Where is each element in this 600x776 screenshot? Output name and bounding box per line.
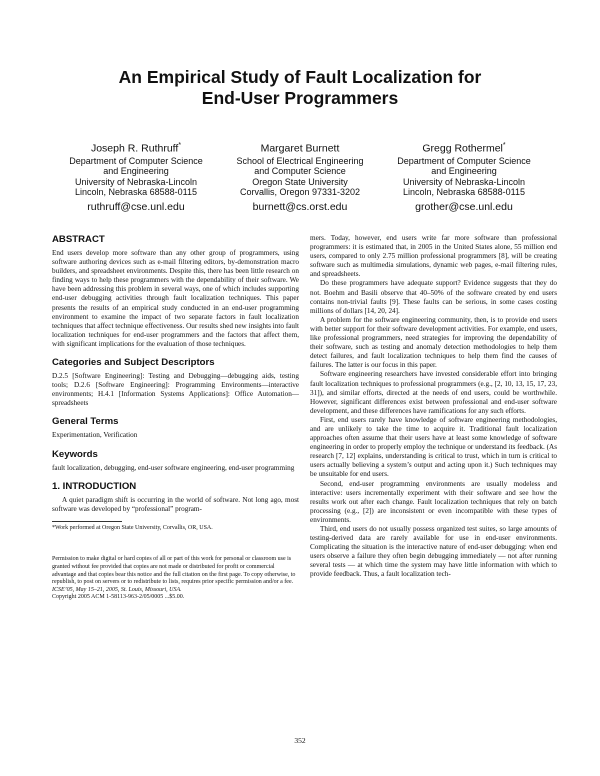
author-block-3 xyxy=(380,139,548,214)
body-paragraph: A problem for the software engineering community, then, is to provide end users with better support for their software development activities. For example, end users, like professional programmers, need strategies for improving the dependability of their software, such as testing and anomaly detection methodologies to help them detect failures, and fault localization techniques to help them find the causes of failures. The latter is our focus in this paper. xyxy=(310,315,557,370)
body-paragraph: First, end users rarely have knowledge of software engineering methodologies, and are unlikely to take the time to acquire it. Traditional fault localization approaches often assume that their users have at least some knowledge of software engineering in order to properly employ the technique or understand its feedback. (As research [7, 12] explains, understanding is critical to trust, which in turn is critical to users actually believing a system’s output and acting upon it.) Such techniques may be unsuitable for end users. xyxy=(310,415,557,479)
author-block-2 xyxy=(216,139,384,214)
author-email: ruthruff@cse.unl.edu xyxy=(87,200,185,213)
abstract-text: End users develop more software than any other group of programmers, using software authoring devices such as e-mail filtering editors, by-demonstration macro builders, and spreadsheet environments. Despite this, there has been little research on finding ways to help these programmers with the dependability of their software. We have been addressing this problem in several ways, one of which includes supporting end-user debugging activities through fault localization techniques. This paper presents the results of an empirical study conducted in an end-user programming environment to examine the impact of two separate factors in fault localization techniques that affect technique effectiveness. Our results shed new insights into fault localization techniques for end-user programmers and the factors that affect them, with significant implications for the evaluation of those techniques. xyxy=(52,249,299,348)
abstract-heading: ABSTRACT xyxy=(52,234,105,245)
conference-line: ICSE’05, May 15–21, 2005, St. Louis, Missouri, USA. xyxy=(52,586,182,593)
general-terms-text: Experimentation, Verification xyxy=(52,431,138,440)
author-affiliation-line: Department of Computer Science xyxy=(69,155,203,166)
author-affiliation-line: and Computer Science xyxy=(254,166,346,176)
author-affiliation-line: and Engineering xyxy=(431,166,497,176)
author-affiliation-line: and Engineering xyxy=(103,166,169,176)
author-email: burnett@cs.orst.edu xyxy=(252,200,348,213)
categories-heading: Categories and Subject Descriptors xyxy=(52,357,215,369)
body-paragraph: Do these programmers have adequate support? Evidence suggests that they do not. Boehm and Basili observe that 40–50% of the software created by end users contains non-trivial faults [9]. These faults can be serious, in some cases costing millions of dollars [14, 20, 24]. xyxy=(310,279,557,315)
page-number: 352 xyxy=(294,736,306,745)
categories-text: D.2.5 [Software Engineering]: Testing and Debugging—debugging aids, testing tools; D.2.6 [Software Engineering]: Programming Environments—interactive environments; H.4.1 [Information Systems Applications]: Office Automation—spreadsheets xyxy=(52,372,299,408)
author-block-1 xyxy=(52,139,220,214)
author-affiliation-line: School of Electrical Engineering xyxy=(236,155,364,166)
footnote-mark: * xyxy=(502,142,506,149)
right-column xyxy=(310,234,557,580)
author-name: Gregg Rothermel* xyxy=(422,142,506,155)
author-affiliation-line: Oregon State University xyxy=(252,176,348,187)
author-affiliation-line: Lincoln, Nebraska 68588-0115 xyxy=(75,187,197,197)
left-column xyxy=(52,234,299,602)
general-terms-heading: General Terms xyxy=(52,416,119,428)
title-line-2: End-User Programmers xyxy=(201,88,399,108)
keywords-text: fault localization, debugging, end-user software engineering, end-user programming xyxy=(52,463,295,472)
author-name: Margaret Burnett xyxy=(260,142,340,155)
body-paragraph: mers. Today, however, end users write far more software than professional programmers: it is estimated that, in 2005 in the United States alone, 55 million end users, compared to only 2.75 million professional programmers [8], will be creating software such as multimedia simulations, dynamic web pages, e-mail filtering rules, and spreadsheets. xyxy=(310,234,557,279)
footnote-text: *Work performed at Oregon State University, Corvallis, OR, USA. xyxy=(52,524,213,531)
author-affiliation-line: University of Nebraska-Lincoln xyxy=(402,176,526,187)
body-paragraph: Software engineering researchers have invested considerable effort into bringing fault localization techniques to professional programmers (e.g., [2, 10, 13, 15, 17, 23, 31]), and similar efforts, directed at the needs of end users, could be worthwhile. However, significant differences exist between professional and end-user software development, and these differences have ramifications for any such efforts. xyxy=(310,370,557,415)
footnote-divider xyxy=(52,521,122,522)
author-affiliation-line: Department of Computer Science xyxy=(397,155,531,166)
author-affiliation-line: Lincoln, Nebraska 68588-0115 xyxy=(403,187,525,197)
keywords-heading: Keywords xyxy=(52,448,98,460)
title-line-1: An Empirical Study of Fault Localization for xyxy=(118,67,482,87)
footnote-mark: * xyxy=(178,142,182,149)
author-affiliation-line: University of Nebraska-Lincoln xyxy=(74,176,198,187)
author-affiliation-line: Corvallis, Oregon 97331-3202 xyxy=(239,187,361,197)
body-paragraph: Second, end-user programming environments are usually modeless and interactive: users incrementally experiment with their software and see how the results work out after each change. Fault localization techniques that rely on batch processing (e.g., [2]) are inconsistent or even incompatible with these types of environments. xyxy=(310,479,557,524)
copyright-line: Copyright 2005 ACM 1-58113-963-2/05/0005 ...$5.00. xyxy=(52,594,185,601)
introduction-text: A quiet paradigm shift is occurring in the world of software. Not long ago, most software was developed by “professional” program- xyxy=(52,495,299,513)
body-paragraph: Third, end users do not usually possess organized test suites, so large amounts of testing-derived data are rarely available for use in end-user environments. Complicating the situation is the interactive nature of end-user debugging: when end users observe a failure they often begin debugging immediately — not after running several tests — at which time the system may have little information with which to provide feedback. Thus, a fault localization tech- xyxy=(310,525,557,579)
author-name: Joseph R. Ruthruff* xyxy=(90,142,182,155)
introduction-heading: 1. INTRODUCTION xyxy=(52,480,137,492)
author-email: grother@cse.unl.edu xyxy=(415,200,513,213)
paper-title xyxy=(0,67,600,109)
permission-notice: Permission to make digital or hard copies of all or part of this work for personal or classroom use is granted without fee provided that copies are not made or distributed for profit or commercial advantage and that copies bear this notice and the full citation on the first page. To copy otherwise, to republish, to post on servers or to redistribute to lists, requires prior specific permission and/or a fee. xyxy=(52,556,296,586)
